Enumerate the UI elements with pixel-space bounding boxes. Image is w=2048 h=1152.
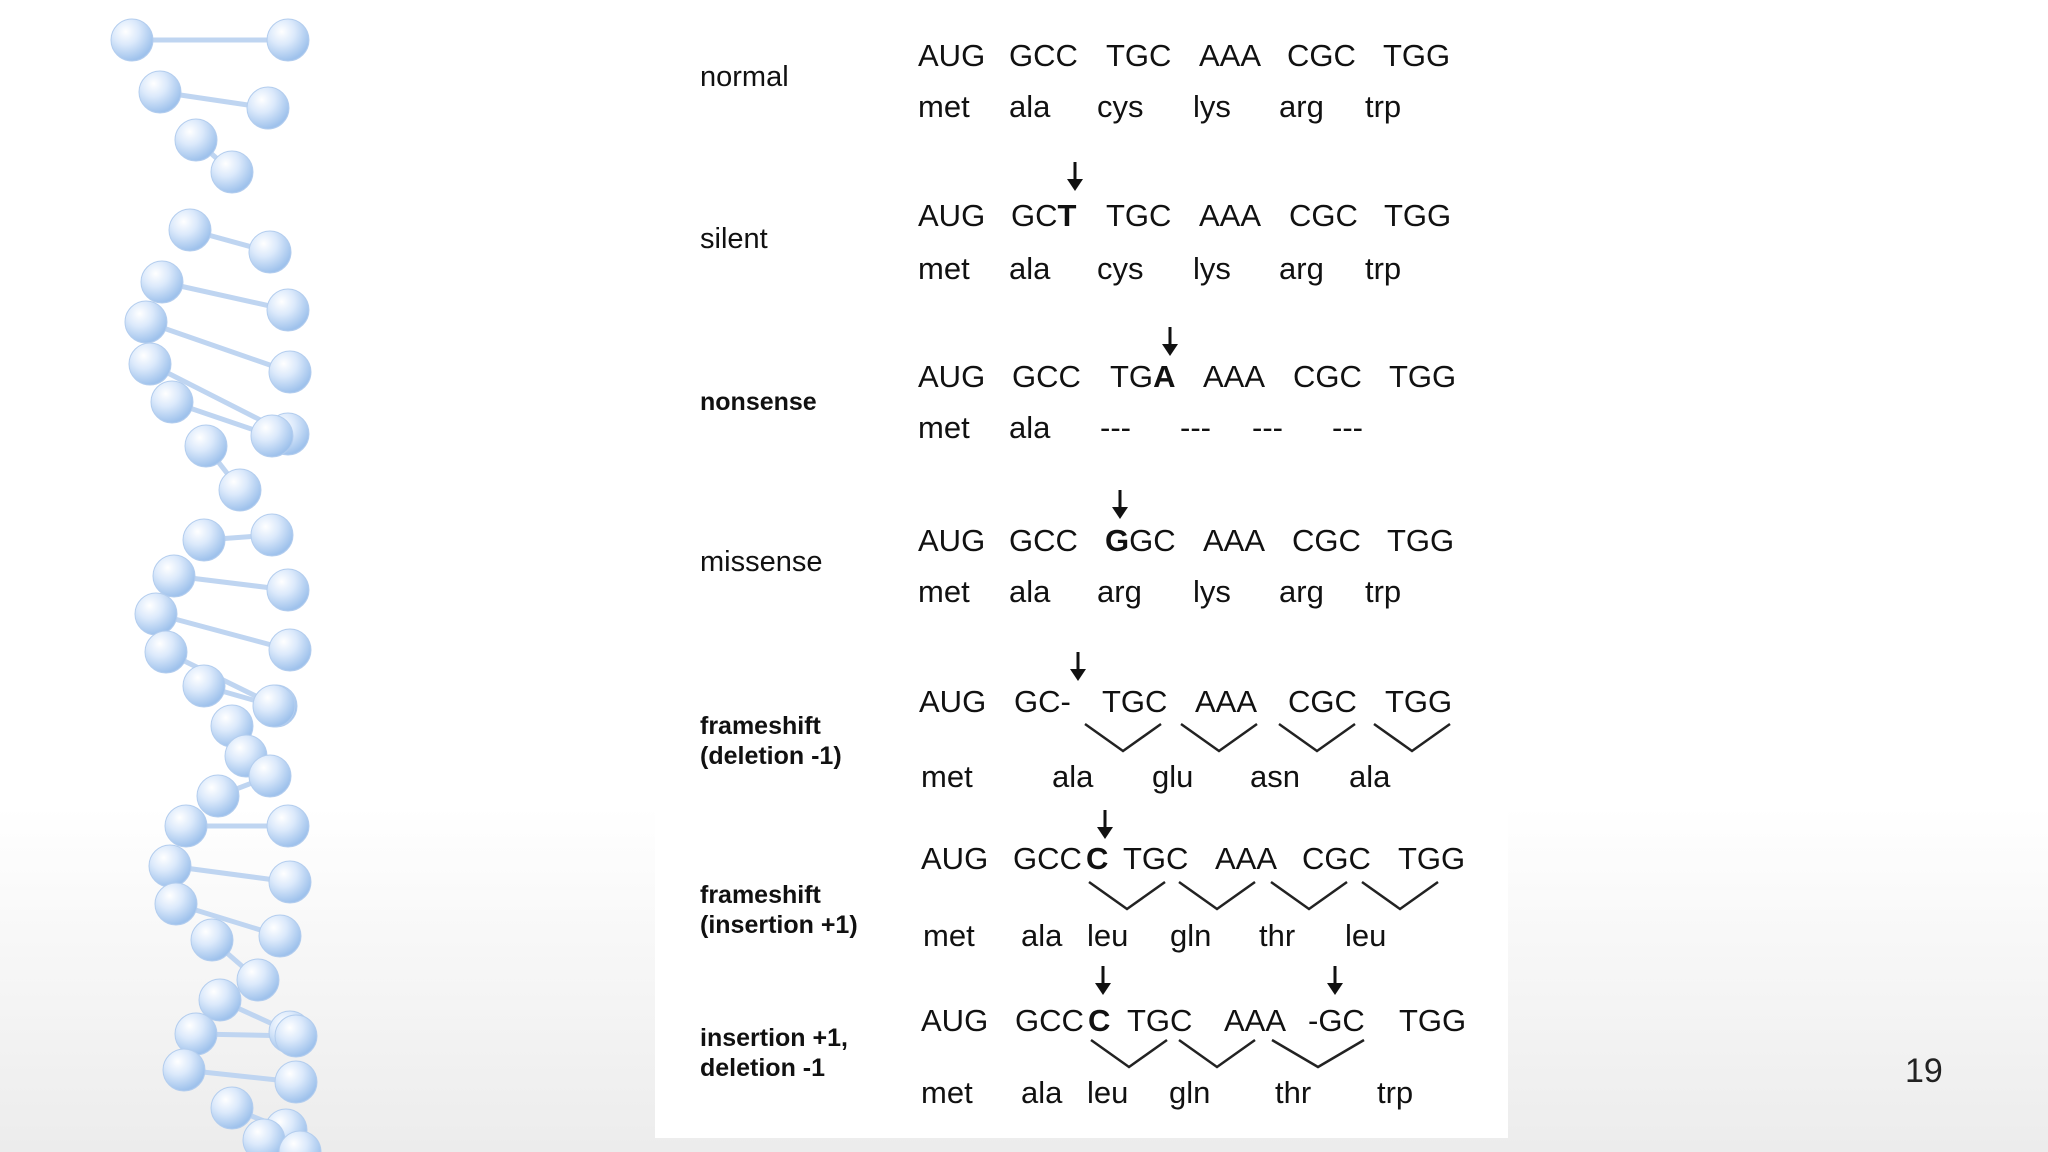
codon: AAA — [1215, 841, 1278, 876]
amino-acid: arg — [1279, 89, 1324, 124]
amino-acid: met — [921, 759, 973, 794]
helix-sphere — [253, 685, 295, 727]
codon: GCC — [1013, 841, 1082, 876]
amino-acid: met — [923, 918, 975, 953]
codon: GC- — [1014, 684, 1071, 719]
amino-acid: leu — [1345, 918, 1387, 953]
helix-sphere — [151, 381, 193, 423]
amino-acid: ala — [1009, 89, 1051, 124]
codon: TGG — [1385, 684, 1453, 719]
mutated-base: C — [1088, 1003, 1111, 1038]
reading-frame-bracket — [1177, 1038, 1257, 1070]
amino-acid: trp — [1365, 574, 1402, 609]
codon: GCC — [1012, 359, 1081, 394]
helix-sphere — [183, 665, 225, 707]
codon: AUG — [918, 523, 986, 558]
amino-acid: --- — [1180, 410, 1211, 445]
codon: TGG — [1387, 523, 1455, 558]
amino-acid: gln — [1169, 1075, 1211, 1110]
amino-acid: gln — [1170, 918, 1212, 953]
amino-acid: ala — [1052, 759, 1094, 794]
helix-sphere — [185, 425, 227, 467]
codon: TGG — [1389, 359, 1457, 394]
amino-acid: trp — [1377, 1075, 1414, 1110]
codon: CGC — [1287, 38, 1356, 73]
reading-frame-bracket — [1089, 1038, 1169, 1070]
codon: AUG — [919, 684, 987, 719]
helix-sphere — [211, 151, 253, 193]
helix-sphere — [149, 845, 191, 887]
mutation-arrow-icon — [1323, 966, 1347, 996]
codon: TGA — [1110, 359, 1176, 394]
amino-acid: asn — [1250, 759, 1300, 794]
codon: AUG — [921, 841, 989, 876]
amino-acid: lys — [1193, 251, 1231, 286]
amino-acid: arg — [1097, 574, 1142, 609]
helix-sphere — [267, 289, 309, 331]
codon: CGC — [1292, 523, 1361, 558]
helix-sphere — [163, 1049, 205, 1091]
reading-frame-bracket — [1177, 880, 1257, 912]
codon: AAA — [1199, 38, 1262, 73]
row-label-frameshift-insertion: frameshift (insertion +1) — [700, 881, 858, 939]
reading-frame-bracket — [1269, 880, 1349, 912]
helix-sphere — [267, 569, 309, 611]
helix-sphere — [191, 919, 233, 961]
helix-sphere — [251, 514, 293, 556]
amino-acid: ala — [1009, 574, 1051, 609]
codon: TGG — [1384, 198, 1452, 233]
codon — [1088, 1005, 1110, 1036]
helix-sphere — [111, 19, 153, 61]
row-label-nonsense: nonsense — [700, 388, 817, 416]
amino-acid: --- — [1252, 410, 1283, 445]
codon: AUG — [918, 38, 986, 73]
codon: AUG — [918, 198, 986, 233]
mutated-base: T — [1057, 198, 1077, 233]
amino-acid: glu — [1152, 759, 1194, 794]
helix-sphere — [155, 883, 197, 925]
codon: GCC — [1009, 523, 1078, 558]
mutation-types-figure — [655, 0, 1508, 1138]
codon: -GC — [1308, 1003, 1365, 1038]
helix-sphere — [269, 861, 311, 903]
codon: CGC — [1288, 684, 1357, 719]
amino-acid: --- — [1100, 410, 1131, 445]
codon: GCC — [1015, 1003, 1084, 1038]
amino-acid: arg — [1279, 251, 1324, 286]
mutated-base: A — [1153, 359, 1176, 394]
helix-sphere — [267, 19, 309, 61]
codon: GCC — [1009, 38, 1078, 73]
codon: TGC — [1106, 38, 1172, 73]
mutation-arrow-icon — [1158, 327, 1182, 357]
dna-helix-illustration — [0, 0, 360, 1152]
amino-acid: met — [918, 574, 970, 609]
helix-sphere — [139, 71, 181, 113]
reading-frame-bracket — [1083, 722, 1163, 754]
codon: AAA — [1203, 359, 1266, 394]
codon: GGC — [1105, 523, 1176, 558]
mutation-arrow-icon — [1108, 490, 1132, 520]
amino-acid: ala — [1009, 410, 1051, 445]
amino-acid: lys — [1193, 574, 1231, 609]
mutated-base: C — [1086, 841, 1109, 876]
codon: TGC — [1127, 1003, 1193, 1038]
row-label-silent: silent — [700, 223, 768, 255]
mutation-arrow-icon — [1066, 652, 1090, 682]
helix-sphere — [249, 755, 291, 797]
amino-acid: cys — [1097, 251, 1144, 286]
codon: AUG — [918, 359, 986, 394]
amino-acid: met — [918, 251, 970, 286]
codon: TGG — [1399, 1003, 1467, 1038]
reading-frame-bracket — [1179, 722, 1259, 754]
helix-sphere — [269, 629, 311, 671]
helix-sphere — [197, 775, 239, 817]
page-number: 19 — [1905, 1052, 1943, 1090]
helix-sphere — [125, 301, 167, 343]
amino-acid: ala — [1021, 918, 1063, 953]
mutation-arrow-icon — [1093, 810, 1117, 840]
reading-frame-bracket — [1360, 880, 1440, 912]
codon: AAA — [1224, 1003, 1287, 1038]
codon: CGC — [1293, 359, 1362, 394]
helix-sphere — [275, 1061, 317, 1103]
helix-sphere — [175, 119, 217, 161]
helix-sphere — [141, 261, 183, 303]
codon — [1086, 843, 1108, 874]
codon: CGC — [1302, 841, 1371, 876]
amino-acid: leu — [1087, 918, 1129, 953]
reading-frame-bracket — [1372, 722, 1452, 754]
helix-sphere — [219, 469, 261, 511]
helix-sphere — [269, 351, 311, 393]
amino-acid: --- — [1332, 410, 1363, 445]
codon: AAA — [1203, 523, 1266, 558]
mutation-arrow-icon — [1091, 966, 1115, 996]
amino-acid: cys — [1097, 89, 1144, 124]
codon: TGC — [1123, 841, 1189, 876]
mutated-base: G — [1105, 523, 1130, 558]
amino-acid: leu — [1087, 1075, 1129, 1110]
amino-acid: met — [918, 410, 970, 445]
amino-acid: lys — [1193, 89, 1231, 124]
helix-sphere — [135, 593, 177, 635]
helix-sphere — [129, 343, 171, 385]
codon: GCT — [1011, 198, 1077, 233]
amino-acid: thr — [1275, 1075, 1312, 1110]
helix-sphere — [169, 209, 211, 251]
reading-frame-bracket — [1277, 722, 1357, 754]
reading-frame-bracket — [1087, 880, 1167, 912]
codon: TGC — [1102, 684, 1168, 719]
row-label-frameshift-deletion: frameshift (deletion -1) — [700, 712, 842, 770]
amino-acid: ala — [1349, 759, 1391, 794]
codon: AAA — [1199, 198, 1262, 233]
reading-frame-bracket — [1270, 1038, 1366, 1070]
helix-sphere — [247, 87, 289, 129]
helix-sphere — [275, 1015, 317, 1057]
helix-sphere — [237, 959, 279, 1001]
codon: CGC — [1289, 198, 1358, 233]
codon: AUG — [921, 1003, 989, 1038]
amino-acid: ala — [1021, 1075, 1063, 1110]
helix-sphere — [183, 519, 225, 561]
helix-sphere — [267, 805, 309, 847]
helix-sphere — [145, 631, 187, 673]
helix-sphere — [259, 915, 301, 957]
codon: TGC — [1106, 198, 1172, 233]
helix-sphere — [153, 555, 195, 597]
helix-sphere — [251, 415, 293, 457]
helix-sphere — [211, 1087, 253, 1129]
codon: TGG — [1383, 38, 1451, 73]
codon: AAA — [1195, 684, 1258, 719]
amino-acid: thr — [1259, 918, 1296, 953]
amino-acid: trp — [1365, 89, 1402, 124]
amino-acid: arg — [1279, 574, 1324, 609]
codon: TGG — [1398, 841, 1466, 876]
helix-sphere — [165, 805, 207, 847]
amino-acid: ala — [1009, 251, 1051, 286]
amino-acid: met — [921, 1075, 973, 1110]
amino-acid: trp — [1365, 251, 1402, 286]
row-label-missense: missense — [700, 546, 823, 578]
row-label-insertion-deletion: insertion +1, deletion -1 — [700, 1024, 848, 1082]
helix-sphere — [249, 231, 291, 273]
row-label-normal: normal — [700, 61, 789, 93]
amino-acid: met — [918, 89, 970, 124]
mutation-arrow-icon — [1063, 162, 1087, 192]
